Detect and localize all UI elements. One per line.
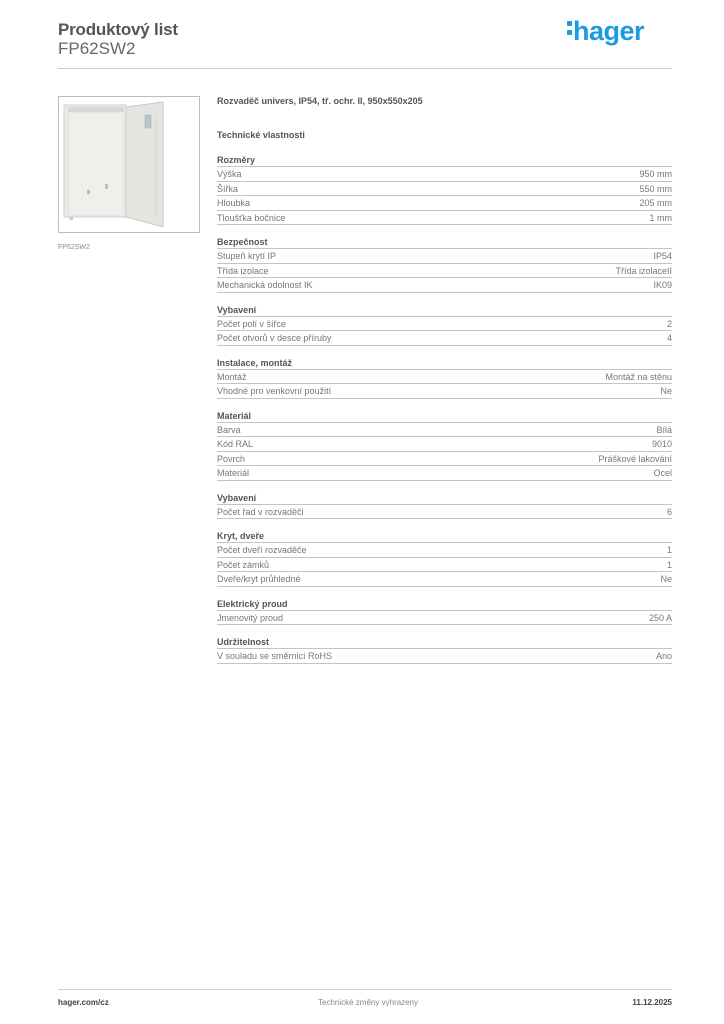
spec-row bbox=[217, 423, 672, 438]
spec-row bbox=[217, 182, 672, 197]
spec-label: Počet zámků bbox=[217, 559, 270, 570]
spec-label: Tloušťka bočnice bbox=[217, 212, 286, 223]
footer-divider bbox=[58, 989, 672, 990]
spec-value: 9010 bbox=[651, 439, 672, 449]
spec-row bbox=[217, 452, 672, 467]
spec-value: Ne bbox=[660, 386, 672, 396]
spec-section bbox=[217, 598, 672, 626]
spec-sections bbox=[217, 154, 672, 664]
product-code: FP62SW2 bbox=[58, 39, 136, 58]
spec-row bbox=[217, 558, 672, 573]
spec-value: Třída izolaceII bbox=[615, 265, 672, 276]
spec-label: Počet dveří rozvaděče bbox=[217, 545, 307, 555]
spec-row bbox=[217, 317, 672, 332]
image-caption: FP62SW2 bbox=[58, 244, 90, 251]
technical-properties-heading: Technické vlastnosti bbox=[217, 130, 305, 140]
spec-value: 550 mm bbox=[639, 183, 672, 194]
spec-value: 950 mm bbox=[639, 169, 672, 179]
spec-value: Montáž na stěnu bbox=[605, 371, 672, 382]
spec-value: 2 bbox=[666, 318, 672, 329]
spec-value: 205 mm bbox=[639, 198, 672, 208]
spec-row bbox=[217, 649, 672, 664]
product-description: Rozvaděč univers, IP54, tř. ochr. II, 950x550x205 bbox=[217, 96, 423, 106]
spec-row bbox=[217, 196, 672, 211]
spec-row bbox=[217, 211, 672, 226]
section-title: Rozměry bbox=[217, 154, 672, 167]
section-title: Udržitelnost bbox=[217, 636, 672, 649]
header-divider bbox=[58, 68, 672, 69]
spec-section bbox=[217, 154, 672, 225]
spec-label: Barva bbox=[217, 424, 241, 435]
distribution-board-illustration bbox=[59, 97, 199, 232]
spec-value: 1 mm bbox=[649, 212, 672, 223]
footer-disclaimer: Technické změny vyhrazeny bbox=[318, 998, 419, 1007]
spec-label: Počet řad v rozvaděči bbox=[217, 506, 304, 517]
section-title: Vybavení bbox=[217, 492, 672, 505]
spec-label: Mechanická odolnost IK bbox=[217, 280, 313, 290]
spec-label: Počet otvorů v desce příruby bbox=[217, 333, 332, 343]
footer-website-link[interactable]: hager.com/cz bbox=[58, 998, 109, 1007]
spec-label: Montáž bbox=[217, 371, 247, 382]
spec-value: Bílá bbox=[656, 424, 672, 435]
spec-value: Ocel bbox=[653, 468, 672, 478]
spec-label: V souladu se směrnicí RoHS bbox=[217, 651, 333, 661]
spec-section bbox=[217, 357, 672, 399]
spec-value: Práškové lakování bbox=[598, 453, 672, 464]
spec-value: 4 bbox=[666, 333, 672, 343]
spec-label: Počet polí v šířce bbox=[217, 318, 287, 329]
spec-row bbox=[217, 264, 672, 279]
spec-value: IP54 bbox=[653, 251, 672, 261]
spec-row bbox=[217, 278, 672, 293]
spec-row bbox=[217, 505, 672, 520]
spec-label: Materiál bbox=[217, 468, 250, 478]
spec-section bbox=[217, 410, 672, 481]
spec-row bbox=[217, 543, 672, 558]
spec-row bbox=[217, 466, 672, 481]
spec-section bbox=[217, 492, 672, 520]
spec-section bbox=[217, 636, 672, 664]
spec-row bbox=[217, 437, 672, 452]
spec-label: Vhodné pro venkovní použití bbox=[217, 386, 332, 396]
logo-colon-icon bbox=[567, 17, 573, 39]
spec-value: 250 A bbox=[648, 612, 672, 623]
spec-label: Výška bbox=[217, 169, 242, 179]
spec-row bbox=[217, 249, 672, 264]
spec-row bbox=[217, 370, 672, 385]
spec-row bbox=[217, 167, 672, 182]
document-title: Produktový list bbox=[58, 20, 178, 39]
spec-row bbox=[217, 384, 672, 399]
spec-row bbox=[217, 331, 672, 346]
spec-row bbox=[217, 611, 672, 626]
spec-label: Třída izolace bbox=[217, 265, 269, 276]
spec-section bbox=[217, 304, 672, 346]
spec-label: Stupeň krytí IP bbox=[217, 251, 277, 261]
section-title: Vybavení bbox=[217, 304, 672, 317]
footer-date: 11.12.2025 bbox=[632, 998, 672, 1007]
section-title: Materiál bbox=[217, 410, 672, 423]
spec-value: 1 bbox=[666, 545, 672, 555]
product-image bbox=[58, 96, 200, 233]
spec-label: Hloubka bbox=[217, 198, 251, 208]
section-title: Bezpečnost bbox=[217, 236, 672, 249]
spec-label: Jmenovitý proud bbox=[217, 612, 284, 623]
spec-label: Šířka bbox=[217, 183, 239, 194]
spec-row bbox=[217, 572, 672, 587]
spec-value: IK09 bbox=[653, 280, 672, 290]
spec-value: Ano bbox=[655, 651, 672, 661]
spec-value: 6 bbox=[666, 506, 672, 517]
spec-section bbox=[217, 236, 672, 293]
spec-label: Povrch bbox=[217, 453, 246, 464]
section-title: Kryt, dveře bbox=[217, 530, 672, 543]
spec-value: 1 bbox=[666, 559, 672, 570]
product-specs bbox=[217, 95, 672, 664]
spec-label: Dveře/kryt průhledné bbox=[217, 574, 301, 584]
hager-logo: hager bbox=[567, 16, 644, 46]
spec-value: Ne bbox=[660, 574, 672, 584]
spec-section bbox=[217, 530, 672, 587]
section-title: Elektrický proud bbox=[217, 598, 672, 611]
section-title: Instalace, montáž bbox=[217, 357, 672, 370]
spec-label: Kód RAL bbox=[217, 439, 254, 449]
